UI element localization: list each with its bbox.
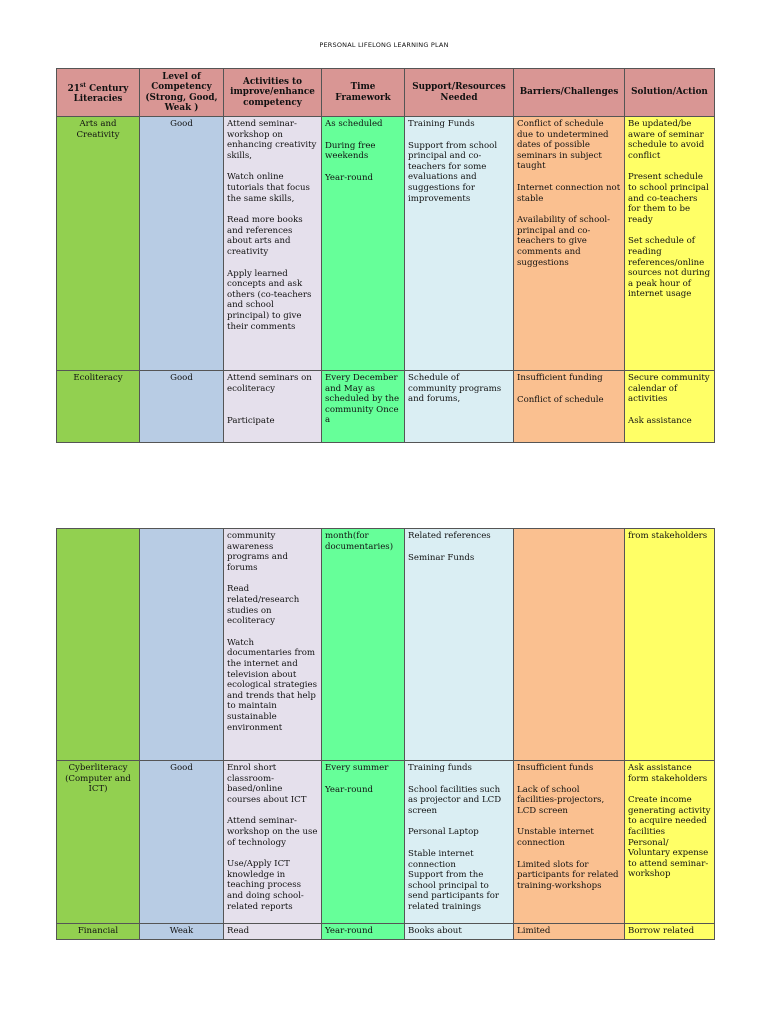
solution-item: from stakeholders <box>628 531 708 541</box>
activities-cell <box>224 761 322 924</box>
time-cell <box>322 117 405 371</box>
literacy-cell <box>57 529 140 761</box>
time-cell: Year-round <box>322 924 405 940</box>
support-item: Training Funds <box>408 119 475 129</box>
time-item: Year-round <box>325 784 373 795</box>
support-item: School facilities such as projector and LCD screen <box>408 784 502 816</box>
solution-item: Ask assistance <box>628 415 692 426</box>
support-item: Related references <box>408 531 491 541</box>
header-barriers: Barriers/Challenges <box>514 69 625 117</box>
table-row <box>57 529 715 761</box>
time-item: month(for documentaries) <box>325 531 394 552</box>
header-time: Time Framework <box>322 69 405 117</box>
activities-cell <box>224 529 322 761</box>
barriers-cell <box>514 117 625 371</box>
activity-item: Participate <box>227 416 275 427</box>
header-level: Level of Competency (Strong, Good, Weak ) <box>140 69 224 117</box>
support-item: Personal Laptop <box>408 827 479 838</box>
support-item: Stable internet connection <box>408 848 474 870</box>
time-cell <box>322 529 405 761</box>
barrier-item: Insufficient funds <box>517 763 594 773</box>
barrier-item: Availability of school-principal and co-teachers to give comments and suggestions <box>517 215 611 268</box>
solution-item: Create income generating activity to acquire needed facilities <box>628 795 711 837</box>
barrier-item: Limited slots for participants for related training-workshops <box>517 859 619 891</box>
time-item: Year-round <box>325 172 373 183</box>
support-item: Support from school principal and co-teachers for some evaluations and suggestions for improvements <box>408 140 498 204</box>
header-solutions: Solution/Action <box>625 69 715 117</box>
level-cell: Good <box>140 117 224 371</box>
activities-cell <box>224 371 322 443</box>
activity-item: Apply learned concepts and ask others (co-teachers and school principal) to give their comments <box>227 268 312 332</box>
support-item: Schedule of community programs and forums, <box>408 373 502 405</box>
activity-item: Enrol short classroom-based/online courses about ICT <box>227 763 307 805</box>
support-item: Training funds <box>408 763 472 773</box>
document-title: PERSONAL LIFELONG LEARNING PLAN <box>319 41 449 49</box>
time-item: Every December and May as scheduled by the community Once a <box>325 373 400 426</box>
table-row <box>57 117 715 371</box>
support-cell <box>405 529 514 761</box>
header-activities: Activities to improve/enhance competency <box>224 69 322 117</box>
solutions-cell <box>625 761 715 924</box>
header-row <box>57 69 715 117</box>
activities-cell: Read <box>224 924 322 940</box>
activities-cell <box>224 117 322 371</box>
support-cell: Books about <box>405 924 514 940</box>
solutions-cell <box>625 529 715 761</box>
plan-table-page-2 <box>56 528 715 940</box>
solutions-cell <box>625 117 715 371</box>
barriers-cell <box>514 761 625 924</box>
barrier-item: Internet connection not stable <box>517 182 621 204</box>
activity-item: Attend seminar-workshop on the use of technology <box>227 816 318 848</box>
support-cell <box>405 371 514 443</box>
solution-item: Set schedule of reading references/online sources not during a peak hour of internet usage <box>628 236 711 300</box>
time-cell <box>322 371 405 443</box>
time-item: During free weekends <box>325 140 376 162</box>
time-item: As scheduled <box>325 119 383 129</box>
solution-item: Secure community calendar of activities <box>628 373 710 405</box>
solution-item: Be updated/be aware of seminar schedule to avoid conflict <box>628 119 705 161</box>
solution-item: Personal/ Voluntary expense to attend seminar-workshop <box>628 837 709 880</box>
activity-item: Read related/research studies on ecoliteracy <box>227 584 300 627</box>
activity-item: community awareness programs and forums <box>227 531 288 573</box>
support-item: Support from the school principal to send participants for related trainings <box>408 870 499 912</box>
table-row <box>57 761 715 924</box>
barriers-cell <box>514 371 625 443</box>
level-cell <box>140 529 224 761</box>
header-literacies: 21st Century Literacies <box>57 69 140 117</box>
activity-item: Use/Apply ICT knowledge in teaching process and doing school-related reports <box>227 859 304 912</box>
support-item: Seminar Funds <box>408 552 475 563</box>
solution-item: Present schedule to school principal and co-teachers for them to be ready <box>628 172 709 225</box>
activity-item: Attend seminars on ecoliteracy <box>227 373 312 394</box>
activity-item: Attend seminar-workshop on enhancing creativity skills, <box>227 119 317 161</box>
literacy-cell: Arts and Creativity <box>57 117 140 371</box>
barrier-item: Lack of school facilities-projectors, LCD screen <box>517 784 605 816</box>
activity-item: Watch online tutorials that focus the same skills, <box>227 172 310 204</box>
solutions-cell: Borrow related <box>625 924 715 940</box>
literacy-cell: Financial <box>57 924 140 940</box>
level-cell: Good <box>140 371 224 443</box>
solutions-cell <box>625 371 715 443</box>
table-row <box>57 924 715 940</box>
support-cell <box>405 761 514 924</box>
solution-item: Ask assistance form stakeholders <box>628 763 708 784</box>
activity-item: Read more books and references about arts and creativity <box>227 215 303 257</box>
level-cell: Weak <box>140 924 224 940</box>
plan-table-page-1 <box>56 68 715 443</box>
barrier-item: Conflict of schedule <box>517 394 604 405</box>
table-row <box>57 371 715 443</box>
literacy-cell: Ecoliteracy <box>57 371 140 443</box>
barrier-item: Conflict of schedule due to undetermined dates of possible seminars in subject taught <box>517 119 609 172</box>
barrier-item: Unstable internet connection <box>517 827 594 848</box>
activity-item: Watch documentaries from the internet and television about ecological strategies and trends that help to maintain sustainable environment <box>227 637 318 733</box>
time-item: Every summer <box>325 763 389 773</box>
barrier-item: Insufficient funding <box>517 373 603 383</box>
support-cell <box>405 117 514 371</box>
level-cell: Good <box>140 761 224 924</box>
literacy-cell: Cyberliteracy (Computer and ICT) <box>57 761 140 924</box>
time-cell <box>322 761 405 924</box>
barriers-cell: Limited <box>514 924 625 940</box>
header-support: Support/Resources Needed <box>405 69 514 117</box>
barriers-cell <box>514 529 625 761</box>
